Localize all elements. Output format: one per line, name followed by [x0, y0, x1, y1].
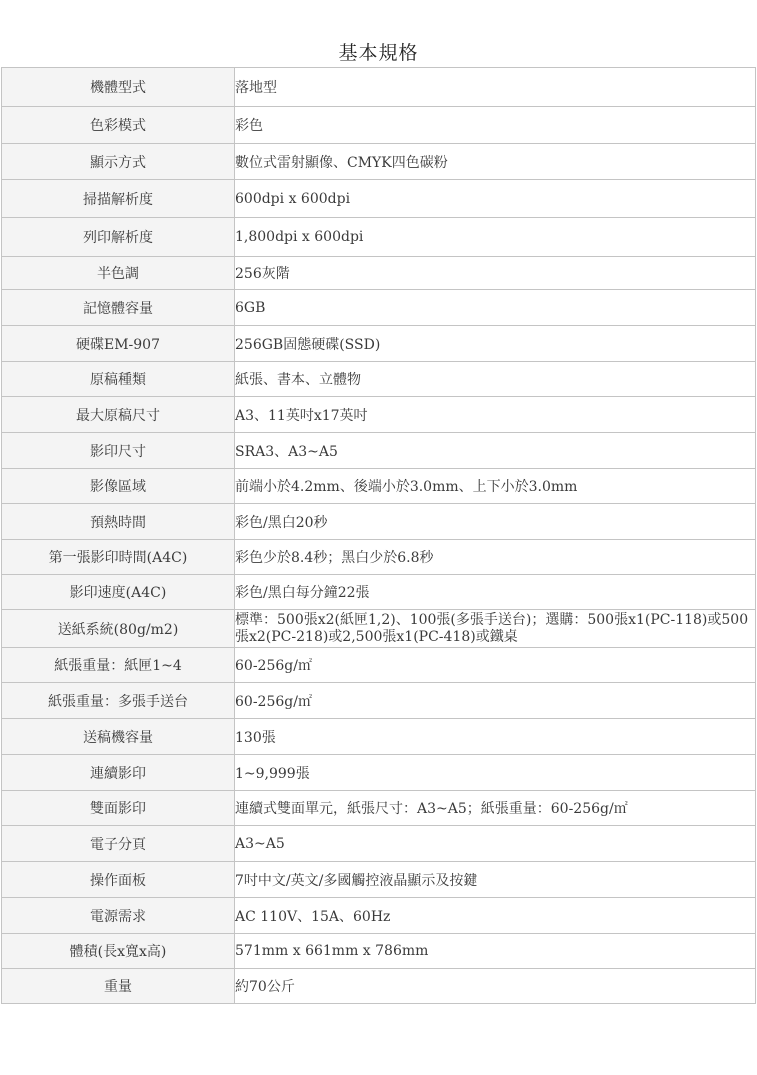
spec-row	[2, 575, 756, 610]
spec-label: 操作面板	[2, 862, 235, 898]
spec-value: 6GB	[235, 290, 756, 326]
spec-value: 數位式雷射顯像、CMYK四色碳粉	[235, 144, 756, 180]
spec-value: 7吋中文/英文/多國觸控液晶顯示及按鍵	[235, 862, 756, 898]
spec-label: 硬碟EM-907	[2, 326, 235, 362]
spec-value: AC 110V、15A、60Hz	[235, 898, 756, 934]
spec-label: 原稿種類	[2, 362, 235, 397]
spec-row	[2, 68, 756, 107]
spec-label: 掃描解析度	[2, 180, 235, 218]
spec-value: SRA3、A3~A5	[235, 433, 756, 469]
spec-label: 色彩模式	[2, 107, 235, 144]
spec-table-body	[2, 68, 756, 1004]
spec-value: 1~9,999張	[235, 755, 756, 791]
spec-value: 彩色/黑白20秒	[235, 504, 756, 540]
spec-label: 影印尺寸	[2, 433, 235, 469]
spec-value: 256灰階	[235, 257, 756, 290]
spec-row	[2, 397, 756, 433]
spec-value: 落地型	[235, 68, 756, 107]
spec-label: 第一張影印時間(A4C)	[2, 540, 235, 575]
spec-value: A3~A5	[235, 826, 756, 862]
spec-row	[2, 218, 756, 257]
spec-value: 60-256g/㎡	[235, 648, 756, 683]
spec-row	[2, 107, 756, 144]
spec-value: 60-256g/㎡	[235, 683, 756, 719]
spec-row	[2, 504, 756, 540]
spec-value: 130張	[235, 719, 756, 755]
spec-label: 送紙系統(80g/m2)	[2, 610, 235, 648]
spec-value: 前端小於4.2mm、後端小於3.0mm、上下小於3.0mm	[235, 469, 756, 504]
spec-value: 256GB固態硬碟(SSD)	[235, 326, 756, 362]
spec-row	[2, 683, 756, 719]
spec-label: 電源需求	[2, 898, 235, 934]
spec-label: 送稿機容量	[2, 719, 235, 755]
spec-row	[2, 362, 756, 397]
spec-row	[2, 433, 756, 469]
spec-value: 彩色少於8.4秒；黑白少於6.8秒	[235, 540, 756, 575]
spec-label: 半色調	[2, 257, 235, 290]
spec-label: 記憶體容量	[2, 290, 235, 326]
spec-row	[2, 540, 756, 575]
spec-label: 最大原稿尺寸	[2, 397, 235, 433]
spec-label: 連續影印	[2, 755, 235, 791]
spec-label: 重量	[2, 969, 235, 1004]
spec-row	[2, 469, 756, 504]
spec-row	[2, 898, 756, 934]
spec-label: 顯示方式	[2, 144, 235, 180]
spec-label: 紙張重量：多張手送台	[2, 683, 235, 719]
spec-row	[2, 755, 756, 791]
spec-value: 彩色/黑白每分鐘22張	[235, 575, 756, 610]
spec-value: 連續式雙面單元，紙張尺寸：A3~A5；紙張重量：60-256g/㎡	[235, 791, 756, 826]
spec-row	[2, 826, 756, 862]
spec-row	[2, 257, 756, 290]
spec-label: 列印解析度	[2, 218, 235, 257]
spec-row	[2, 791, 756, 826]
spec-label: 電子分頁	[2, 826, 235, 862]
spec-label: 體積(長x寬x高)	[2, 934, 235, 969]
spec-row	[2, 180, 756, 218]
spec-row	[2, 610, 756, 648]
spec-label: 影印速度(A4C)	[2, 575, 235, 610]
spec-row	[2, 969, 756, 1004]
spec-row	[2, 934, 756, 969]
spec-value: 約70公斤	[235, 969, 756, 1004]
spec-label: 紙張重量：紙匣1~4	[2, 648, 235, 683]
spec-value: 彩色	[235, 107, 756, 144]
page-title: 基本規格	[338, 42, 419, 64]
spec-label: 雙面影印	[2, 791, 235, 826]
spec-row	[2, 862, 756, 898]
spec-row	[2, 648, 756, 683]
spec-value: 紙張、書本、立體物	[235, 362, 756, 397]
spec-value: 600dpi x 600dpi	[235, 180, 756, 218]
spec-label: 機體型式	[2, 68, 235, 107]
spec-row	[2, 719, 756, 755]
spec-value: A3、11英吋x17英吋	[235, 397, 756, 433]
spec-row	[2, 290, 756, 326]
spec-value: 571mm x 661mm x 786mm	[235, 934, 756, 969]
spec-label: 影像區域	[2, 469, 235, 504]
spec-row	[2, 326, 756, 362]
spec-label: 預熱時間	[2, 504, 235, 540]
spec-value: 標準：500張x2(紙匣1,2)、100張(多張手送台)；選購：500張x1(PC-118)或500張x2(PC-218)或2,500張x1(PC-418)或鐵桌	[235, 610, 756, 648]
spec-table	[1, 67, 756, 1004]
spec-row	[2, 144, 756, 180]
spec-value: 1,800dpi x 600dpi	[235, 218, 756, 257]
